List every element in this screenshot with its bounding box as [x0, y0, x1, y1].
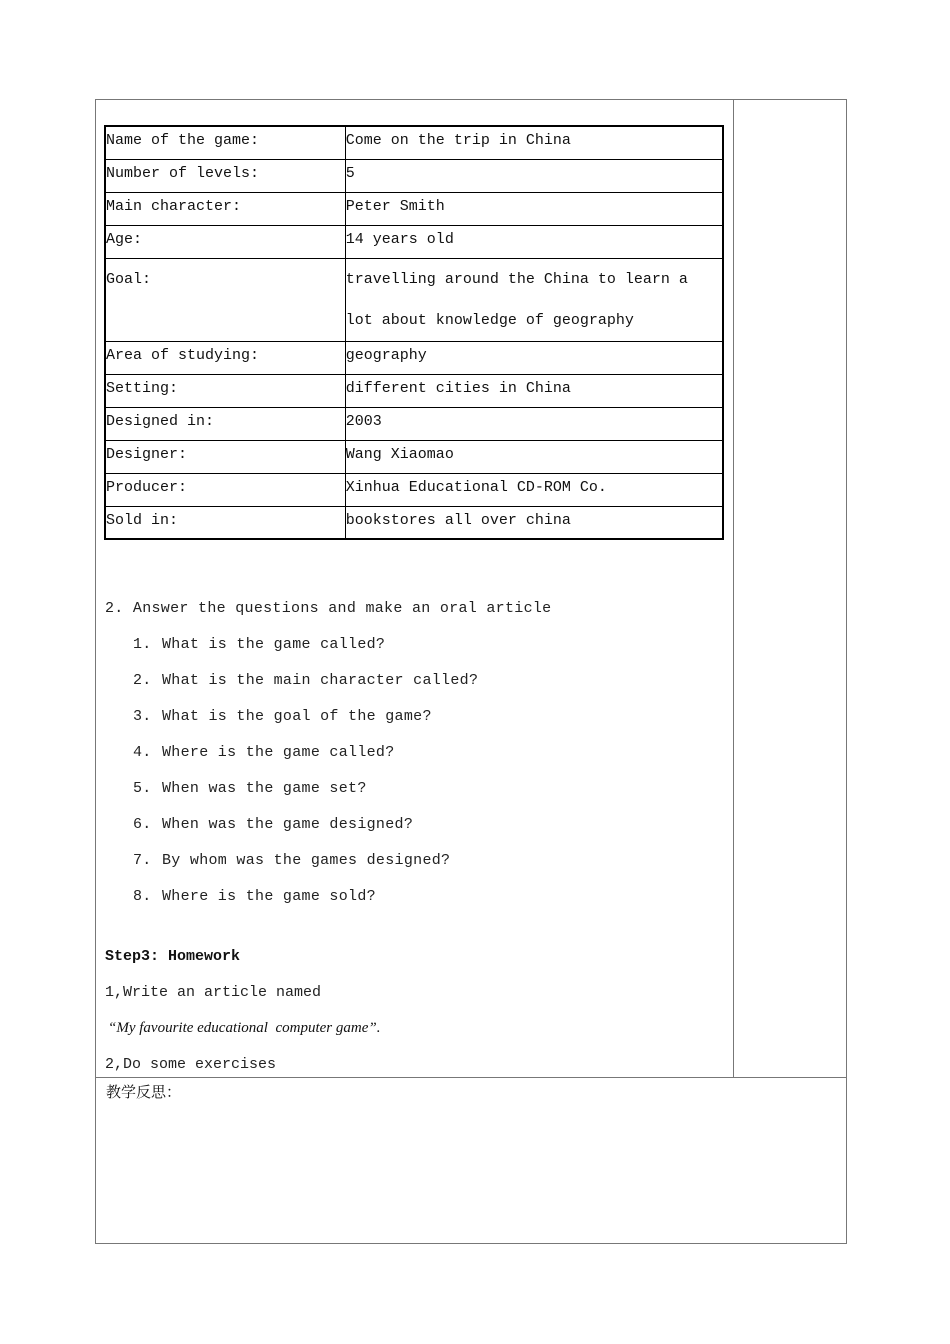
row-label: Setting: — [105, 374, 345, 407]
column-divider — [733, 99, 734, 1078]
row-label: Main character: — [105, 192, 345, 225]
question-text: What is the goal of the game? — [162, 708, 432, 725]
row-label: Name of the game: — [105, 126, 345, 159]
section-divider — [95, 1077, 847, 1078]
homework-quote: “My favourite educational computer game”. — [108, 1020, 381, 1036]
row-value: 2003 — [345, 407, 723, 440]
question-text: When was the game set? — [162, 780, 367, 797]
table-row — [105, 440, 723, 473]
row-label: Designer: — [105, 440, 345, 473]
table-row — [105, 506, 723, 539]
question-number: 8. — [133, 888, 152, 905]
row-label: Age: — [105, 225, 345, 258]
table-row — [105, 126, 723, 159]
homework-item-1: 1,Write an article named — [105, 984, 322, 1001]
row-label: Producer: — [105, 473, 345, 506]
row-value: Come on the trip in China — [345, 126, 723, 159]
question-text: When was the game designed? — [162, 816, 414, 833]
row-value: Xinhua Educational CD-ROM Co. — [345, 473, 723, 506]
row-label: Area of studying: — [105, 341, 345, 374]
question-item — [133, 744, 395, 761]
table-row — [105, 374, 723, 407]
table-row — [105, 159, 723, 192]
question-text: What is the main character called? — [162, 672, 479, 689]
question-number: 7. — [133, 852, 152, 869]
question-item — [133, 672, 478, 689]
question-item — [133, 852, 450, 869]
question-text: By whom was the games designed? — [162, 852, 451, 869]
row-label: Number of levels: — [105, 159, 345, 192]
table-row — [105, 473, 723, 506]
table-row — [105, 407, 723, 440]
question-number: 4. — [133, 744, 152, 761]
table-row — [105, 192, 723, 225]
question-item — [133, 708, 432, 725]
question-text: Where is the game sold? — [162, 888, 376, 905]
row-value: geography — [345, 341, 723, 374]
question-number: 3. — [133, 708, 152, 725]
question-number: 6. — [133, 816, 152, 833]
question-item — [133, 780, 367, 797]
row-value: Peter Smith — [345, 192, 723, 225]
table-row — [105, 341, 723, 374]
row-label: Goal: — [105, 258, 345, 341]
question-number: 5. — [133, 780, 152, 797]
row-value: travelling around the China to learn a lot about knowledge of geography — [345, 258, 723, 341]
row-label: Designed in: — [105, 407, 345, 440]
table-row — [105, 258, 723, 341]
row-value: bookstores all over china — [345, 506, 723, 539]
teaching-reflection-label: 教学反思： — [106, 1083, 182, 1101]
question-text: What is the game called? — [162, 636, 386, 653]
row-label: Sold in: — [105, 506, 345, 539]
question-item — [133, 888, 376, 905]
row-value: 5 — [345, 159, 723, 192]
section-heading: 2. Answer the questions and make an oral article — [105, 600, 552, 617]
row-value: 14 years old — [345, 225, 723, 258]
table-row — [105, 225, 723, 258]
step3-heading: Step3: Homework — [105, 948, 241, 965]
game-info-table — [104, 125, 724, 540]
homework-item-2: 2,Do some exercises — [105, 1056, 277, 1073]
question-item — [133, 636, 385, 653]
question-number: 2. — [133, 672, 152, 689]
row-value: different cities in China — [345, 374, 723, 407]
question-item — [133, 816, 413, 833]
row-value: Wang Xiaomao — [345, 440, 723, 473]
question-number: 1. — [133, 636, 152, 653]
question-text: Where is the game called? — [162, 744, 395, 761]
